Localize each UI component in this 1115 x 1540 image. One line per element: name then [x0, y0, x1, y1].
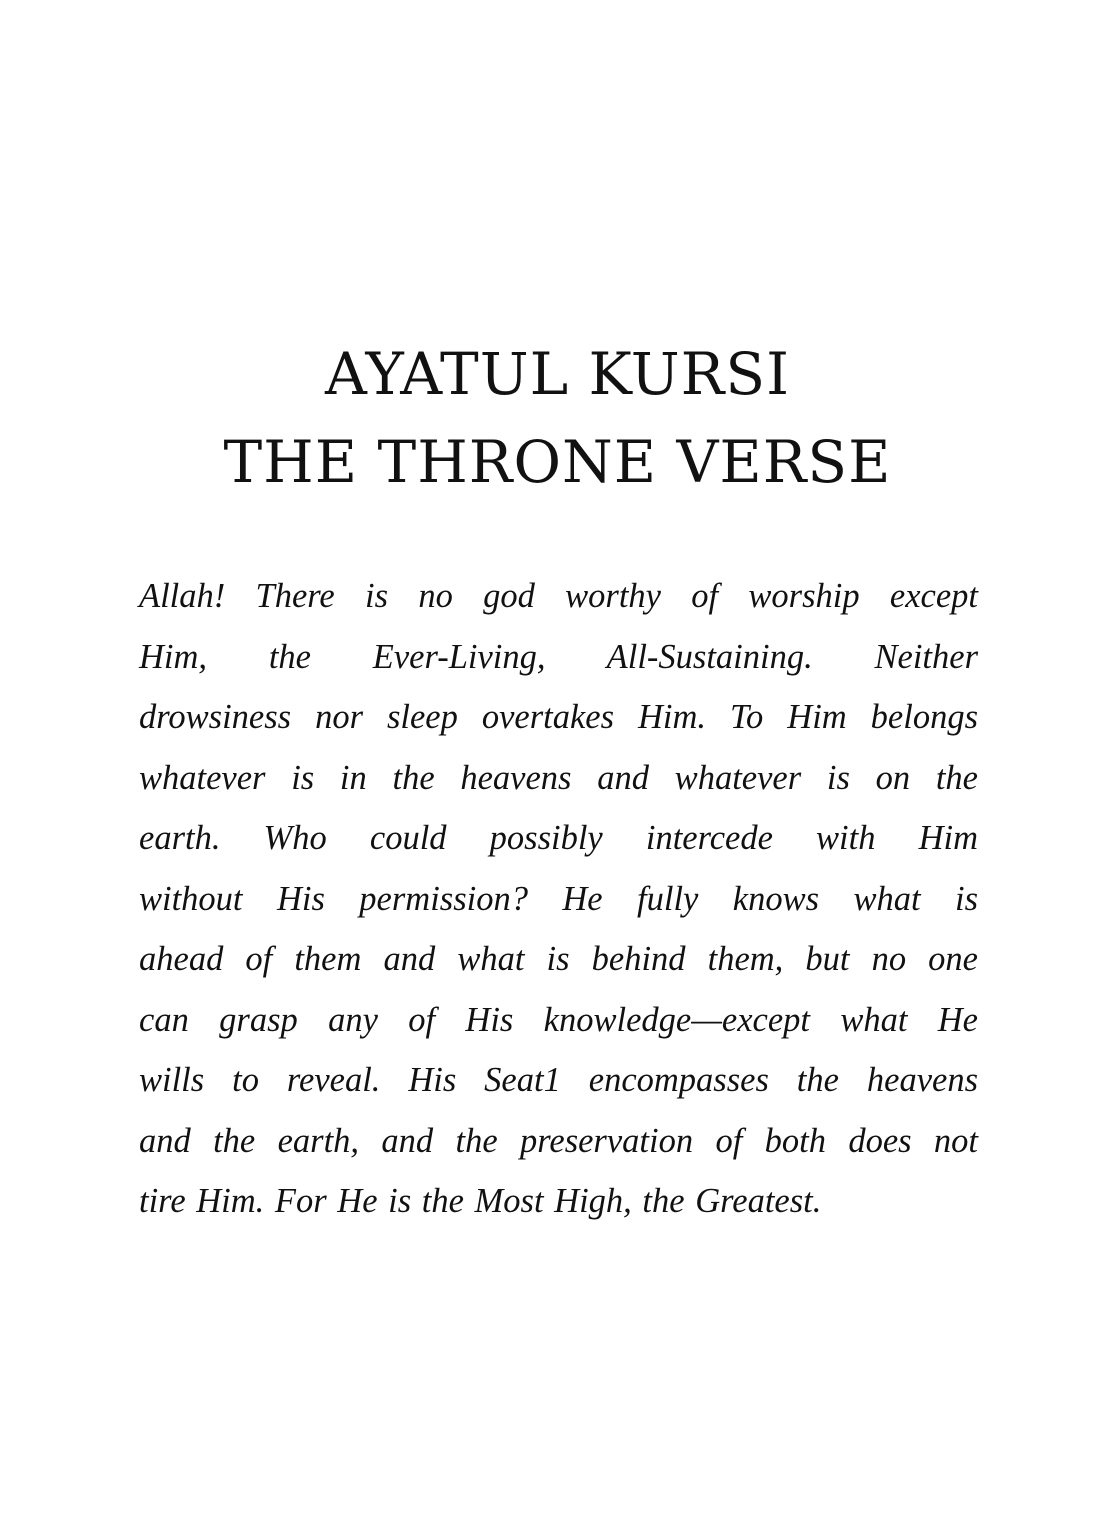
verse-line: earth. Who could possibly intercede with Him: [139, 819, 978, 857]
verse-line: tire Him. For He is the Most High, the Greatest.: [139, 1182, 822, 1220]
page-title: [0, 330, 1115, 506]
verse-text: [139, 566, 978, 1232]
title-line-1: AYATUL KURSI: [324, 340, 790, 408]
verse-line: whatever is in the heavens and whatever is on the: [139, 758, 978, 797]
title-line-2: THE THRONE VERSE: [223, 428, 892, 496]
verse-line: can grasp any of His knowledge—except what He: [139, 1000, 978, 1039]
verse-line: Allah! There is no god worthy of worship except: [139, 577, 978, 615]
verse-line: wills to reveal. His Seat1 encompasses the heavens: [139, 1061, 978, 1099]
verse-line: Him, the Ever-Living, All-Sustaining. Neither: [139, 637, 978, 676]
verse-line: ahead of them and what is behind them, but no one: [139, 940, 978, 978]
verse-line: and the earth, and the preservation of both does not: [139, 1121, 978, 1160]
verse-line: drowsiness nor sleep overtakes Him. To Him belongs: [139, 698, 978, 736]
verse-line: without His permission? He fully knows what is: [139, 879, 978, 918]
